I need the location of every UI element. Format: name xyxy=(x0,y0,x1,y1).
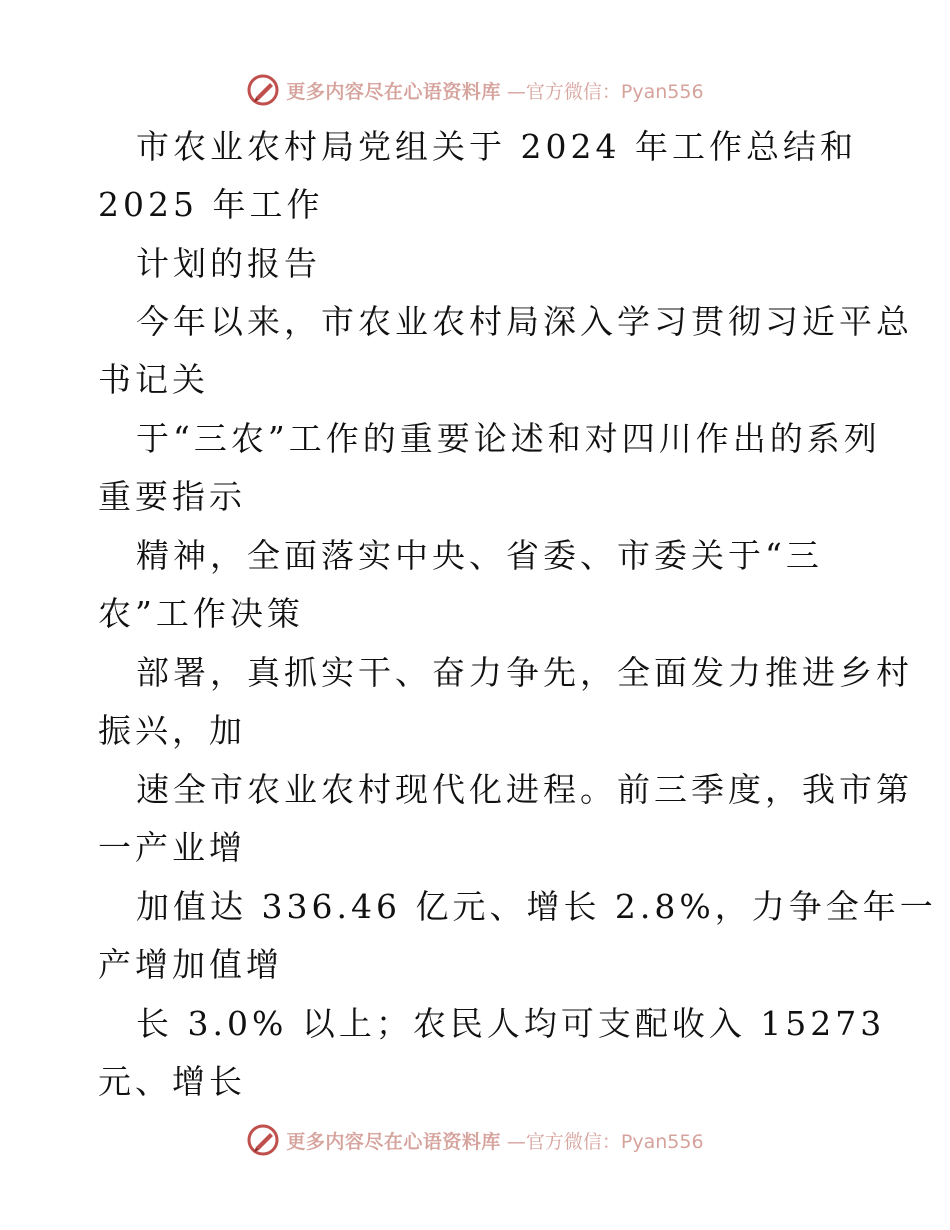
doc-line: 市农业农村局党组关于 2024 年工作总结和 xyxy=(136,127,857,166)
doc-line: 产增加值增 xyxy=(98,945,283,984)
doc-line: 农”工作决策 xyxy=(98,594,304,633)
watermark-contact-text: —官方微信：Pyan556 xyxy=(506,80,704,103)
watermark-brand-text: 更多内容尽在心语资料库 xyxy=(286,1130,501,1153)
doc-line: 部署，真抓实干、奋力争先，全面发力推进乡村 xyxy=(136,653,913,692)
doc-line: 精神，全面落实中央、省委、市委关于“三 xyxy=(136,536,823,575)
watermark-contact-text: —官方微信：Pyan556 xyxy=(506,1130,704,1153)
watermark-brand-text: 更多内容尽在心语资料库 xyxy=(286,80,501,103)
watermark-banner-bottom xyxy=(0,1120,950,1160)
pen-logo-icon xyxy=(246,1123,280,1157)
doc-line: 振兴，加 xyxy=(98,711,246,750)
doc-line: 于“三农”工作的重要论述和对四川作出的系列 xyxy=(136,419,881,458)
doc-line: 速全市农业农村现代化进程。前三季度，我市第 xyxy=(136,770,913,809)
doc-line: 2025 年工作 xyxy=(98,185,324,224)
pen-logo-icon xyxy=(246,73,280,107)
doc-line: 长 3.0% 以上；农民人均可支配收入 15273 xyxy=(136,1004,886,1043)
doc-line: 今年以来，市农业农村局深入学习贯彻习近平总 xyxy=(136,302,913,341)
doc-line: 元、增长 xyxy=(98,1062,246,1101)
doc-line: 一产业增 xyxy=(98,828,246,867)
doc-line: 加值达 336.46 亿元、增长 2.8%，力争全年一 xyxy=(136,887,937,926)
doc-line: 重要指示 xyxy=(98,477,246,516)
doc-line: 书记关 xyxy=(98,360,209,399)
watermark-banner-top xyxy=(0,70,950,110)
doc-line: 计划的报告 xyxy=(136,244,321,283)
